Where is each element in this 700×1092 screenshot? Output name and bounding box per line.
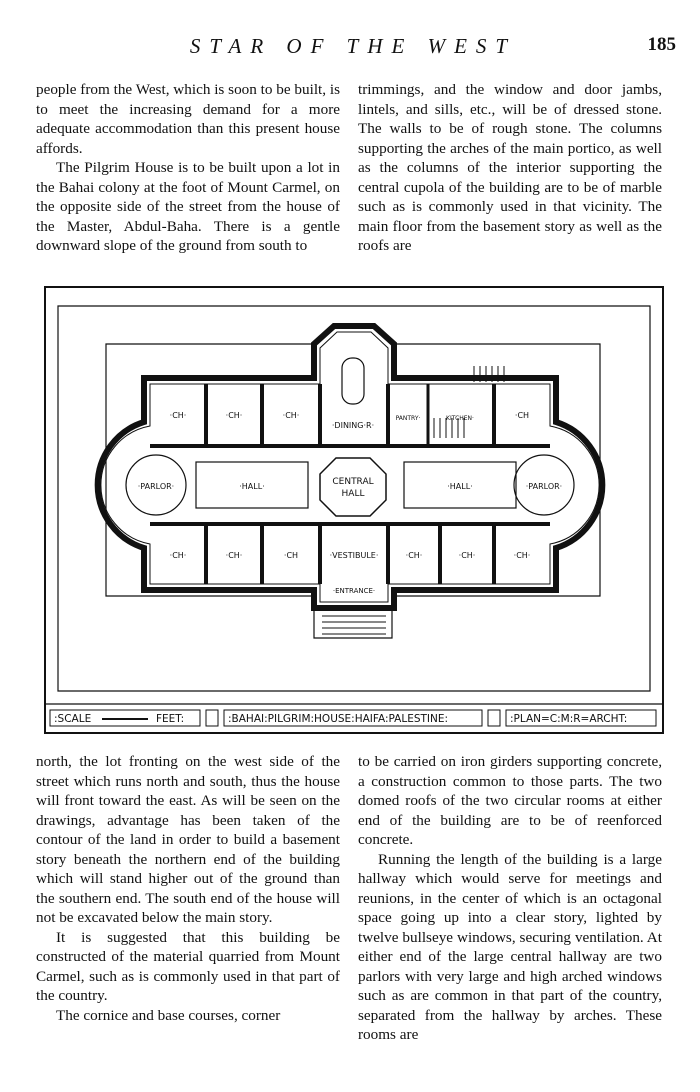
room-label: ·CH·: [513, 551, 531, 560]
dining-table: [342, 358, 364, 404]
outer-wall: [98, 326, 603, 608]
room-label: ·PARLOR·: [525, 482, 563, 491]
caption-box: [206, 710, 218, 726]
room-label: ·CH·: [169, 411, 187, 420]
paragraph: people from the West, which is soon to be built, is to meet the increasing demand for a more adequate accommodation than this present house affords.: [36, 81, 340, 157]
paragraph: north, the lot fronting on the west side of the street which runs north and south, thus the house will front toward the east. As will be seen on the drawings, advantage has been taken of the contour of the land in order to build a basement story beneath the northern end of the building which will stand higher out of the ground than the southern end. The south end of the house will not be excavated below the main story.: [36, 753, 340, 926]
room-label: ·CH: [514, 411, 530, 420]
plan-caption: [50, 710, 656, 726]
room-label: ·HALL·: [447, 482, 473, 491]
room-label: PANTRY·: [395, 415, 421, 422]
room-label: ·VESTIBULE·: [329, 551, 379, 560]
caption-plan: :PLAN=C:M:R=ARCHT:: [510, 713, 628, 725]
floor-plan-figure: [44, 286, 664, 734]
floor-plan-drawing: [44, 286, 664, 734]
column-right-top: [358, 80, 662, 256]
caption-box: [488, 710, 500, 726]
column-right-bottom: [358, 752, 662, 1045]
caption-title: :BAHAI:PILGRIM:HOUSE:HAIFA:PALESTINE:: [228, 713, 449, 725]
paragraph: The cornice and base courses, corner: [56, 1006, 281, 1024]
room-label: HALL: [341, 489, 365, 499]
room-label: ·CH·: [225, 411, 243, 420]
room-label: KITCHEN·: [446, 415, 474, 422]
entrance-stairs: [322, 616, 386, 634]
room-label: ·CH·: [225, 551, 243, 560]
room-label: CENTRAL: [332, 477, 374, 487]
central-octagon: [320, 458, 386, 516]
figure-frame: [45, 287, 663, 733]
inner-wall-line: [101, 332, 599, 602]
room-label: ·CH·: [458, 551, 476, 560]
room-label: ·DINING·R·: [331, 421, 375, 430]
room-label: ·CH: [283, 551, 299, 560]
room-label: ·CH·: [169, 551, 187, 560]
room-label: ·CH·: [282, 411, 300, 420]
paragraph: The Pilgrim House is to be built upon a lot in the Bahai colony at the foot of Mount Carmel, on the opposite side of the street from the house of the Master, Abdul-Baha. There is a gentle downward slope of the ground from south to: [36, 159, 340, 254]
paragraph: to be carried on iron girders supporting concrete, a construction common to those parts. The two domed roofs of the two circular rooms at either end of the building are to be of reenforced concrete.: [358, 753, 662, 848]
room-label: ·CH·: [405, 551, 423, 560]
caption-scale: :SCALE: [54, 713, 92, 725]
room-label: ·HALL·: [239, 482, 265, 491]
column-left-top: [36, 80, 340, 256]
page-number: 185: [647, 34, 676, 55]
paragraph: It is suggested that this building be constructed of the material quarried from Mount Carmel, such as is commonly used in that part of the country.: [36, 928, 340, 1004]
column-left-bottom: [36, 752, 340, 1025]
paragraph: Running the length of the building is a large hallway which would serve for meetings and reunions, in the center of which is an octagonal space going up into a clear story, lighted by twelve bullseye windows, securing ventilation. At either end of the large central hallway are two parlors with very large and high arched windows such as are common in that part of the country, separated from the hallway by arches. These rooms are: [358, 850, 662, 1043]
paragraph: trimmings, and the window and door jambs, lintels, and sills, etc., will be of dressed stone. The walls to be of rough stone. The columns supporting the arches of the main portico, as well as the columns of the interior supporting the central cupola of the building are to be of marble such as is commonly used in that vicinity. The main floor from the basement story as well as the roofs are: [358, 81, 662, 254]
room-label: ·ENTRANCE·: [332, 587, 376, 595]
journal-title: STAR OF THE WEST: [189, 34, 517, 58]
running-header: [40, 34, 676, 64]
caption-feet: FEET:: [156, 713, 185, 725]
room-label: ·PARLOR·: [137, 482, 175, 491]
